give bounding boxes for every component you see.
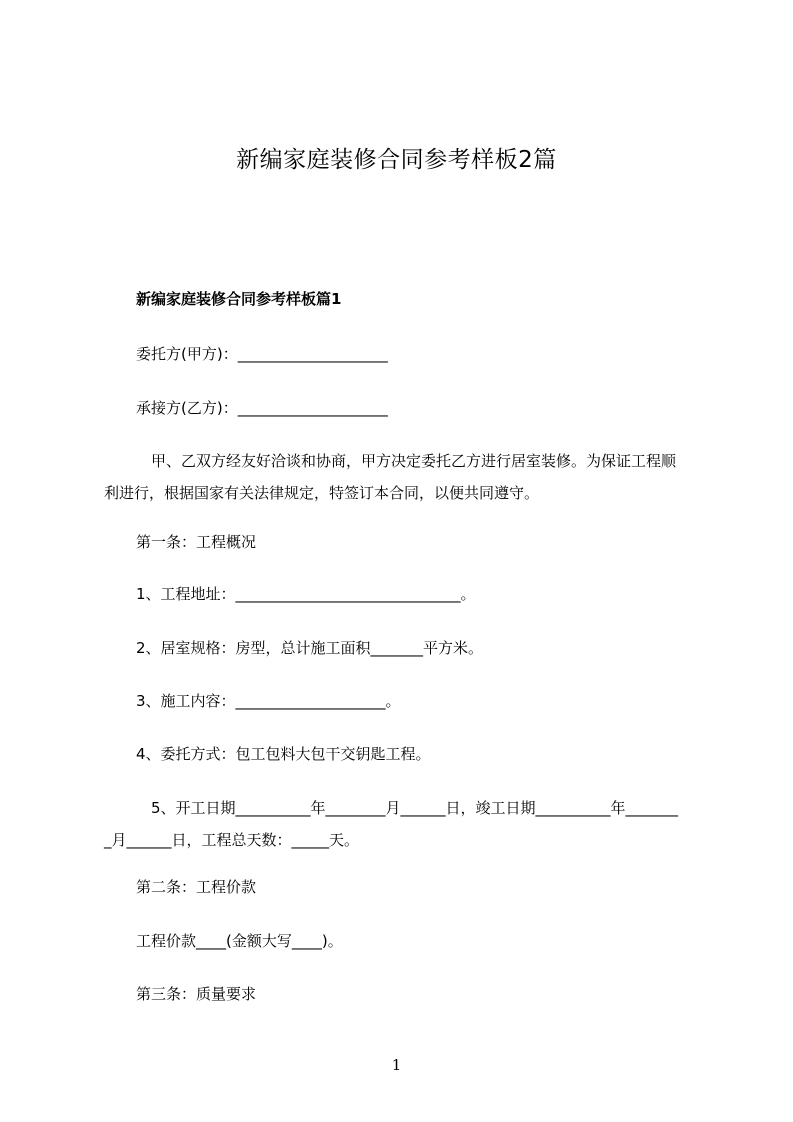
article-2-heading: 第二条：工程价款 — [136, 878, 257, 896]
document-title: 新编家庭装修合同参考样板2篇 — [236, 147, 557, 173]
intro-line-2: 利进行，根据国家有关法律规定，特签订本合同，以便共同遵守。 — [104, 484, 540, 502]
item-3-work-content: 3、施工内容：____________________。 — [136, 692, 401, 710]
intro-line-1: 甲、乙双方经友好洽谈和协商，甲方决定委托乙方进行居室装修。为保证工程顺 — [136, 452, 677, 470]
article-3-heading: 第三条：质量要求 — [136, 985, 257, 1003]
intro-paragraph — [104, 445, 704, 509]
page-number: 1 — [391, 1056, 402, 1074]
section-heading: 新编家庭装修合同参考样板篇1 — [136, 290, 342, 308]
party-a-line: 委托方(甲方)：____________________ — [136, 345, 388, 363]
item-1-address: 1、工程地址：______________________________。 — [136, 585, 476, 603]
item-4-commission-method: 4、委托方式：包工包料大包干交钥匙工程。 — [136, 745, 431, 763]
item-5-line-1: 5、开工日期__________年________月______日，竣工日期__________年_______ — [136, 799, 679, 817]
party-b-line: 承接方(乙方)：____________________ — [136, 399, 388, 417]
item-5-dates — [104, 792, 704, 856]
price-line: 工程价款____(金额大写____)。 — [136, 932, 343, 950]
item-2-room-spec: 2、居室规格：房型，总计施工面积_______平方米。 — [136, 639, 484, 657]
item-5-line-2: _月______日，工程总天数：_____天。 — [104, 831, 360, 849]
article-1-heading: 第一条：工程概况 — [136, 533, 257, 551]
